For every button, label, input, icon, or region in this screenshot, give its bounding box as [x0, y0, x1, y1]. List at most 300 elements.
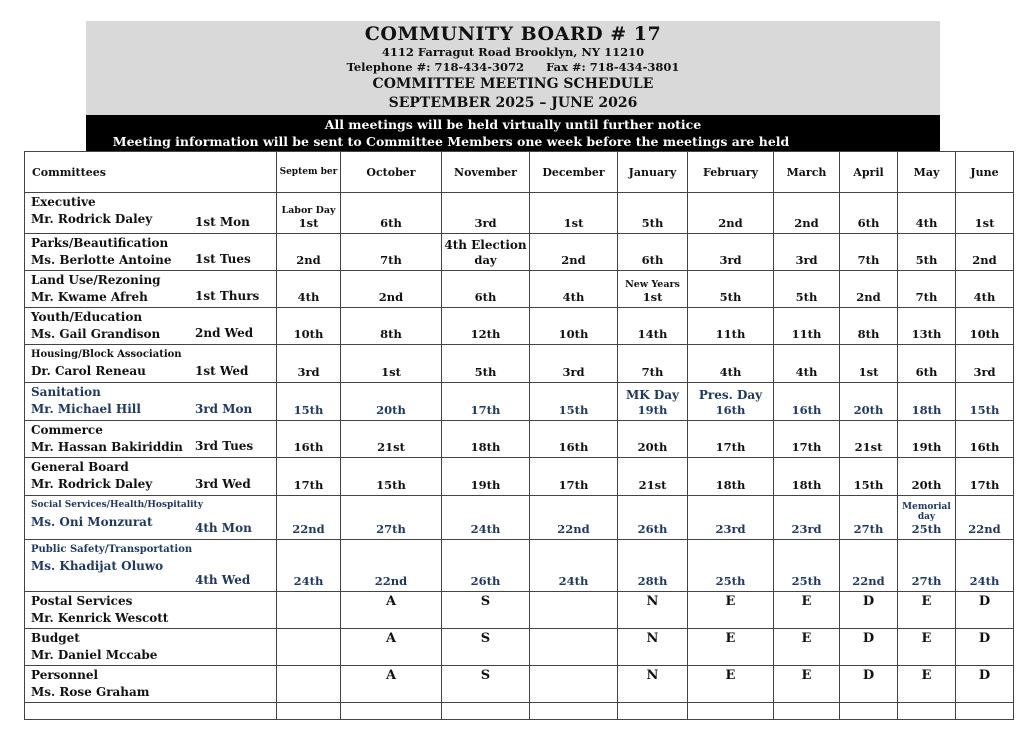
date-cell-nov: [442, 345, 530, 383]
committee-cell: [25, 193, 277, 234]
meeting-date: 7th: [380, 253, 402, 267]
empty-cell: [618, 703, 688, 720]
date-cell-apr: [840, 592, 898, 629]
committee-chair: Ms. Khadijat Oluwo: [31, 559, 164, 573]
date-cell-oct: [341, 383, 442, 421]
holiday-note: Memorial day: [902, 502, 951, 522]
date-cell-may: [898, 234, 956, 271]
col-november: November: [442, 152, 530, 193]
date-cell-apr: [840, 421, 898, 458]
date-cell-nov: [442, 458, 530, 496]
date-cell-oct: [341, 271, 442, 308]
committee-chair: Mr. Kwame Afreh: [31, 290, 148, 304]
date-cell-oct: [341, 592, 442, 629]
table-row: [25, 345, 1014, 383]
meeting-date: E: [725, 594, 736, 609]
date-cell-feb: [688, 234, 774, 271]
date-cell-feb: [688, 383, 774, 421]
meeting-date: 7th: [641, 365, 664, 379]
table-row: [25, 234, 1014, 271]
date-cell-nov: [442, 193, 530, 234]
committee-name: Personnel: [31, 668, 99, 682]
date-cell-feb: [688, 345, 774, 383]
date-cell-sep: [277, 629, 341, 666]
meeting-date: 17th: [969, 478, 1000, 492]
meeting-day: 2nd Wed: [195, 326, 254, 340]
notice-line-1: All meetings will be held virtually until further notice: [324, 117, 702, 132]
meeting-date: 27th: [853, 522, 884, 536]
col-february: February: [688, 152, 774, 193]
meeting-date: 24th: [558, 574, 589, 588]
meeting-date: 26th: [637, 522, 668, 536]
meeting-date: 5th: [915, 253, 938, 267]
committee-name: Postal Services: [31, 594, 133, 608]
col-committees: Committees: [25, 152, 277, 193]
empty-cell: [530, 703, 618, 720]
date-cell-feb: [688, 540, 774, 592]
committee-name: Housing/Block Association: [31, 349, 182, 360]
committee-name: Public Safety/Transportation: [31, 544, 193, 555]
meeting-date: 20th: [637, 440, 668, 454]
meeting-date: 7th: [915, 290, 938, 304]
date-cell-may: [898, 629, 956, 666]
meeting-date: 2nd: [718, 216, 743, 230]
date-cell-jan: [618, 383, 688, 421]
schedule-body: [25, 193, 1014, 720]
date-cell-may: [898, 271, 956, 308]
meeting-date: 17th: [715, 440, 746, 454]
meeting-date: 21st: [638, 478, 667, 492]
meeting-date: 11th: [791, 327, 822, 341]
meeting-date: 15th: [376, 478, 406, 492]
empty-cell: [898, 703, 956, 720]
date-cell-dec: [530, 458, 618, 496]
holiday-note: Pres. Day: [698, 388, 763, 402]
committee-chair: Mr. Hassan Bakiriddin: [31, 440, 183, 454]
meeting-date: 3rd: [973, 365, 996, 379]
date-cell-jan: [618, 271, 688, 308]
holiday-note: Labor Day: [281, 205, 336, 216]
meeting-date: 18th: [715, 478, 746, 492]
meeting-date: 4th: [297, 290, 320, 304]
holiday-note: MK Day: [625, 388, 680, 402]
telephone: Telephone #: 718-434-3072: [346, 60, 525, 74]
fax: Fax #: 718-434-3801: [546, 60, 680, 74]
date-cell-apr: [840, 308, 898, 345]
meeting-date: 5th: [719, 290, 742, 304]
meeting-date: 14th: [637, 327, 668, 341]
date-cell-apr: [840, 496, 898, 540]
date-cell-jun: [956, 421, 1014, 458]
meeting-date: 11th: [715, 327, 746, 341]
committee-chair: Ms. Oni Monzurat: [31, 515, 153, 529]
date-cell-apr: [840, 271, 898, 308]
col-january: January: [618, 152, 688, 193]
empty-cell: [341, 703, 442, 720]
col-september: Septem ber: [277, 152, 341, 193]
date-cell-may: [898, 308, 956, 345]
meeting-date: 5th: [641, 216, 664, 230]
date-cell-mar: [774, 193, 840, 234]
schedule-table: [24, 151, 1014, 720]
committee-cell: [25, 540, 277, 592]
committee-chair: Mr. Kenrick Wescott: [31, 611, 169, 625]
meeting-date: 18th: [791, 478, 822, 492]
committee-chair: Dr. Carol Reneau: [31, 364, 146, 378]
committee-chair: Mr. Daniel Mccabe: [31, 648, 158, 662]
meeting-date: 1st: [563, 216, 584, 230]
meeting-date: D: [862, 668, 875, 683]
meeting-date: E: [725, 668, 736, 683]
meeting-date: 17th: [791, 440, 822, 454]
meeting-date: 10th: [558, 327, 589, 341]
meeting-date: S: [480, 668, 491, 683]
meeting-date: 16th: [715, 403, 746, 417]
empty-cell: [956, 703, 1014, 720]
meeting-date: 21st: [377, 440, 405, 454]
committee-name: General Board: [31, 460, 129, 474]
meeting-date: 25th: [791, 574, 822, 588]
meeting-date: 22nd: [852, 574, 885, 588]
meeting-date: 17th: [558, 478, 589, 492]
meeting-date: 1st: [858, 365, 879, 379]
date-cell-feb: [688, 308, 774, 345]
date-cell-sep: [277, 271, 341, 308]
meeting-date: 2nd: [972, 253, 997, 267]
table-row: [25, 666, 1014, 703]
meeting-date: 17th: [470, 403, 501, 417]
meeting-day: 4th Mon: [195, 521, 252, 535]
date-cell-feb: [688, 666, 774, 703]
col-june: June: [956, 152, 1014, 193]
header-row: [25, 152, 1014, 193]
date-cell-oct: [341, 345, 442, 383]
date-cell-mar: [774, 540, 840, 592]
schedule-period: SEPTEMBER 2025 – JUNE 2026: [388, 95, 638, 111]
date-cell-feb: [688, 629, 774, 666]
date-cell-may: [898, 345, 956, 383]
date-cell-mar: [774, 496, 840, 540]
meeting-date: 19th: [637, 403, 668, 417]
date-cell-dec: [530, 540, 618, 592]
meeting-date: 22nd: [968, 522, 1001, 536]
date-cell-jun: [956, 496, 1014, 540]
col-march: March: [774, 152, 840, 193]
meeting-date: S: [480, 594, 491, 609]
table-row: [25, 193, 1014, 234]
meeting-date: A: [385, 668, 397, 683]
date-cell-mar: [774, 308, 840, 345]
date-cell-may: [898, 421, 956, 458]
meeting-date: 27th: [376, 522, 406, 536]
committee-chair: Ms. Berlotte Antoine: [31, 253, 172, 267]
date-cell-apr: [840, 666, 898, 703]
meeting-date: 6th: [915, 365, 938, 379]
meeting-date: 6th: [857, 216, 880, 230]
date-cell-apr: [840, 383, 898, 421]
committee-cell: [25, 383, 277, 421]
date-cell-dec: [530, 666, 618, 703]
committee-name: Sanitation: [31, 385, 101, 399]
date-cell-jan: [618, 421, 688, 458]
empty-cell: [774, 703, 840, 720]
empty-cell: [277, 703, 341, 720]
date-cell-mar: [774, 666, 840, 703]
date-cell-may: [898, 458, 956, 496]
meeting-day: 1st Wed: [195, 364, 249, 378]
date-cell-jan: [618, 458, 688, 496]
board-address: 4112 Farragut Road Brooklyn, NY 11210: [381, 45, 645, 59]
date-cell-jun: [956, 540, 1014, 592]
schedule-title: COMMITTEE MEETING SCHEDULE: [372, 76, 654, 92]
meeting-date: E: [725, 631, 736, 646]
date-cell-feb: [688, 592, 774, 629]
date-cell-oct: [341, 540, 442, 592]
meeting-date: 1st: [381, 365, 401, 379]
date-cell-jun: [956, 193, 1014, 234]
meeting-date: 10th: [293, 327, 324, 341]
meeting-date: 3rd: [474, 216, 497, 230]
date-cell-sep: [277, 592, 341, 629]
committee-cell: [25, 271, 277, 308]
date-cell-sep: [277, 496, 341, 540]
meeting-date: 15th: [558, 403, 589, 417]
meeting-date: 3rd: [795, 253, 818, 267]
date-cell-jun: [956, 383, 1014, 421]
meeting-date: 2nd: [794, 216, 819, 230]
committee-chair: Ms. Gail Grandison: [31, 327, 161, 341]
date-cell-oct: [341, 308, 442, 345]
table-row: [25, 421, 1014, 458]
date-cell-feb: [688, 421, 774, 458]
date-cell-oct: [341, 421, 442, 458]
meeting-date: 26th: [470, 574, 501, 588]
date-cell-nov: [442, 496, 530, 540]
meeting-date: 8th: [857, 327, 880, 341]
date-cell-oct: [341, 496, 442, 540]
date-cell-apr: [840, 193, 898, 234]
meeting-date: 22nd: [374, 574, 408, 588]
committee-name: Youth/Education: [31, 310, 143, 324]
committee-name: Social Services/Health/Hospitality: [31, 500, 203, 510]
meeting-date: 20th: [911, 478, 942, 492]
meeting-date: 7th: [857, 253, 880, 267]
date-cell-feb: [688, 458, 774, 496]
table-row: [25, 496, 1014, 540]
meeting-date: D: [862, 631, 875, 646]
date-cell-feb: [688, 271, 774, 308]
meeting-date: 20th: [853, 403, 884, 417]
date-cell-feb: [688, 193, 774, 234]
col-may: May: [898, 152, 956, 193]
date-cell-may: [898, 383, 956, 421]
meeting-date: 6th: [380, 216, 402, 230]
date-cell-jun: [956, 458, 1014, 496]
meeting-date: E: [921, 668, 932, 683]
meeting-date: 10th: [969, 327, 1000, 341]
date-cell-jan: [618, 234, 688, 271]
meeting-date: 6th: [474, 290, 497, 304]
notice-banner: [86, 115, 940, 151]
meeting-date: 25th: [715, 574, 746, 588]
meeting-date: 15th: [293, 403, 324, 417]
date-cell-jun: [956, 308, 1014, 345]
meeting-date: D: [862, 594, 875, 609]
meeting-date: 24th: [470, 522, 501, 536]
date-cell-sep: [277, 345, 341, 383]
meeting-date: 15th: [853, 478, 884, 492]
meeting-date: A: [385, 631, 397, 646]
meeting-date: 2nd: [378, 290, 404, 304]
table-row: [25, 308, 1014, 345]
date-cell-nov: [442, 540, 530, 592]
committee-name: Commerce: [31, 423, 103, 437]
date-cell-dec: [530, 271, 618, 308]
date-cell-jun: [956, 592, 1014, 629]
meeting-date: 15th: [969, 403, 1000, 417]
table-row: [25, 383, 1014, 421]
meeting-date: 4th: [562, 290, 585, 304]
meeting-date: 6th: [641, 253, 664, 267]
committee-cell: [25, 592, 277, 629]
meeting-date: 4th: [795, 365, 818, 379]
committee-chair: Ms. Rose Graham: [31, 685, 150, 699]
committee-cell: [25, 666, 277, 703]
date-cell-oct: [341, 458, 442, 496]
meeting-date: 16th: [969, 440, 1000, 454]
meeting-date: E: [921, 594, 932, 609]
date-cell-nov: [442, 383, 530, 421]
meeting-day: 1st Thurs: [195, 289, 260, 303]
date-cell-may: [898, 193, 956, 234]
date-cell-jan: [618, 666, 688, 703]
meeting-date: 1st: [642, 290, 663, 304]
meeting-date: S: [480, 631, 491, 646]
committee-cell: [25, 629, 277, 666]
date-cell-jun: [956, 234, 1014, 271]
table-row: [25, 458, 1014, 496]
meeting-date: 27th: [911, 574, 942, 588]
date-cell-may: [898, 540, 956, 592]
meeting-date: A: [385, 594, 397, 609]
committee-cell: [25, 345, 277, 383]
holiday-note: New Years: [625, 279, 680, 290]
meeting-date: 24th: [969, 574, 1000, 588]
meeting-day: 3rd Mon: [195, 402, 253, 416]
date-cell-mar: [774, 629, 840, 666]
meeting-date: 19th: [911, 440, 942, 454]
meeting-date: 5th: [795, 290, 818, 304]
meeting-date: N: [646, 631, 659, 646]
date-cell-mar: [774, 458, 840, 496]
meeting-date: 28th: [637, 574, 668, 588]
meeting-date: 16th: [791, 403, 822, 417]
meeting-date: 2nd: [561, 253, 586, 267]
committee-name: Budget: [31, 631, 80, 645]
meeting-date: D: [978, 631, 991, 646]
meeting-day: 3rd Wed: [195, 477, 251, 491]
date-cell-dec: [530, 629, 618, 666]
committee-cell: [25, 421, 277, 458]
date-cell-dec: [530, 345, 618, 383]
date-cell-may: [898, 592, 956, 629]
meeting-date: 17th: [293, 478, 324, 492]
meeting-date: 3rd: [297, 365, 320, 379]
date-cell-dec: [530, 496, 618, 540]
date-cell-may: [898, 496, 956, 540]
date-cell-dec: [530, 193, 618, 234]
date-cell-oct: [341, 234, 442, 271]
date-cell-dec: [530, 383, 618, 421]
meeting-date: 1st: [974, 216, 995, 230]
date-cell-mar: [774, 271, 840, 308]
meeting-day: 1st Tues: [195, 252, 251, 266]
meeting-date: 16th: [558, 440, 589, 454]
date-cell-jun: [956, 271, 1014, 308]
meeting-date: 4th: [915, 216, 938, 230]
date-cell-jan: [618, 308, 688, 345]
date-cell-sep: [277, 540, 341, 592]
date-cell-dec: [530, 308, 618, 345]
committee-cell: [25, 458, 277, 496]
date-cell-apr: [840, 345, 898, 383]
date-cell-dec: [530, 234, 618, 271]
meeting-date: 2nd: [296, 253, 321, 267]
date-cell-nov: [442, 592, 530, 629]
empty-cell: [688, 703, 774, 720]
date-cell-dec: [530, 592, 618, 629]
date-cell-mar: [774, 421, 840, 458]
notice-line-2: Meeting information will be sent to Committee Members one week before the meetings are held: [112, 134, 790, 149]
empty-cell: [442, 703, 530, 720]
table-row: [25, 592, 1014, 629]
date-cell-mar: [774, 383, 840, 421]
date-cell-sep: [277, 666, 341, 703]
date-cell-apr: [840, 540, 898, 592]
date-cell-sep: [277, 383, 341, 421]
committee-name: Land Use/Rezoning: [31, 273, 161, 287]
board-title: COMMUNITY BOARD # 17: [364, 23, 662, 45]
date-cell-sep: [277, 234, 341, 271]
meeting-date: 19th: [470, 478, 501, 492]
meeting-date: D: [978, 668, 991, 683]
col-december: December: [530, 152, 618, 193]
meeting-date: 4th: [719, 365, 742, 379]
date-cell-sep: [277, 193, 341, 234]
col-october: October: [341, 152, 442, 193]
meeting-date: N: [646, 594, 659, 609]
meeting-day: 4th Wed: [195, 573, 251, 587]
meeting-date: E: [801, 594, 812, 609]
meeting-date: 22nd: [557, 522, 590, 536]
meeting-date: E: [801, 631, 812, 646]
date-cell-nov: [442, 666, 530, 703]
date-cell-sep: [277, 458, 341, 496]
date-cell-may: [898, 666, 956, 703]
meeting-date: 8th: [380, 327, 402, 341]
committee-cell: [25, 234, 277, 271]
empty-cell: [25, 703, 277, 720]
meeting-day: 3rd Tues: [195, 439, 254, 453]
meeting-date: 21st: [854, 440, 883, 454]
date-cell-nov: [442, 234, 530, 271]
table-row: [25, 629, 1014, 666]
meeting-day: 1st Mon: [195, 215, 250, 229]
meeting-date: N: [646, 668, 659, 683]
meeting-date: 5th: [474, 365, 497, 379]
committee-chair: Mr. Rodrick Daley: [31, 477, 153, 491]
committee-name: Parks/Beautification: [31, 236, 169, 250]
